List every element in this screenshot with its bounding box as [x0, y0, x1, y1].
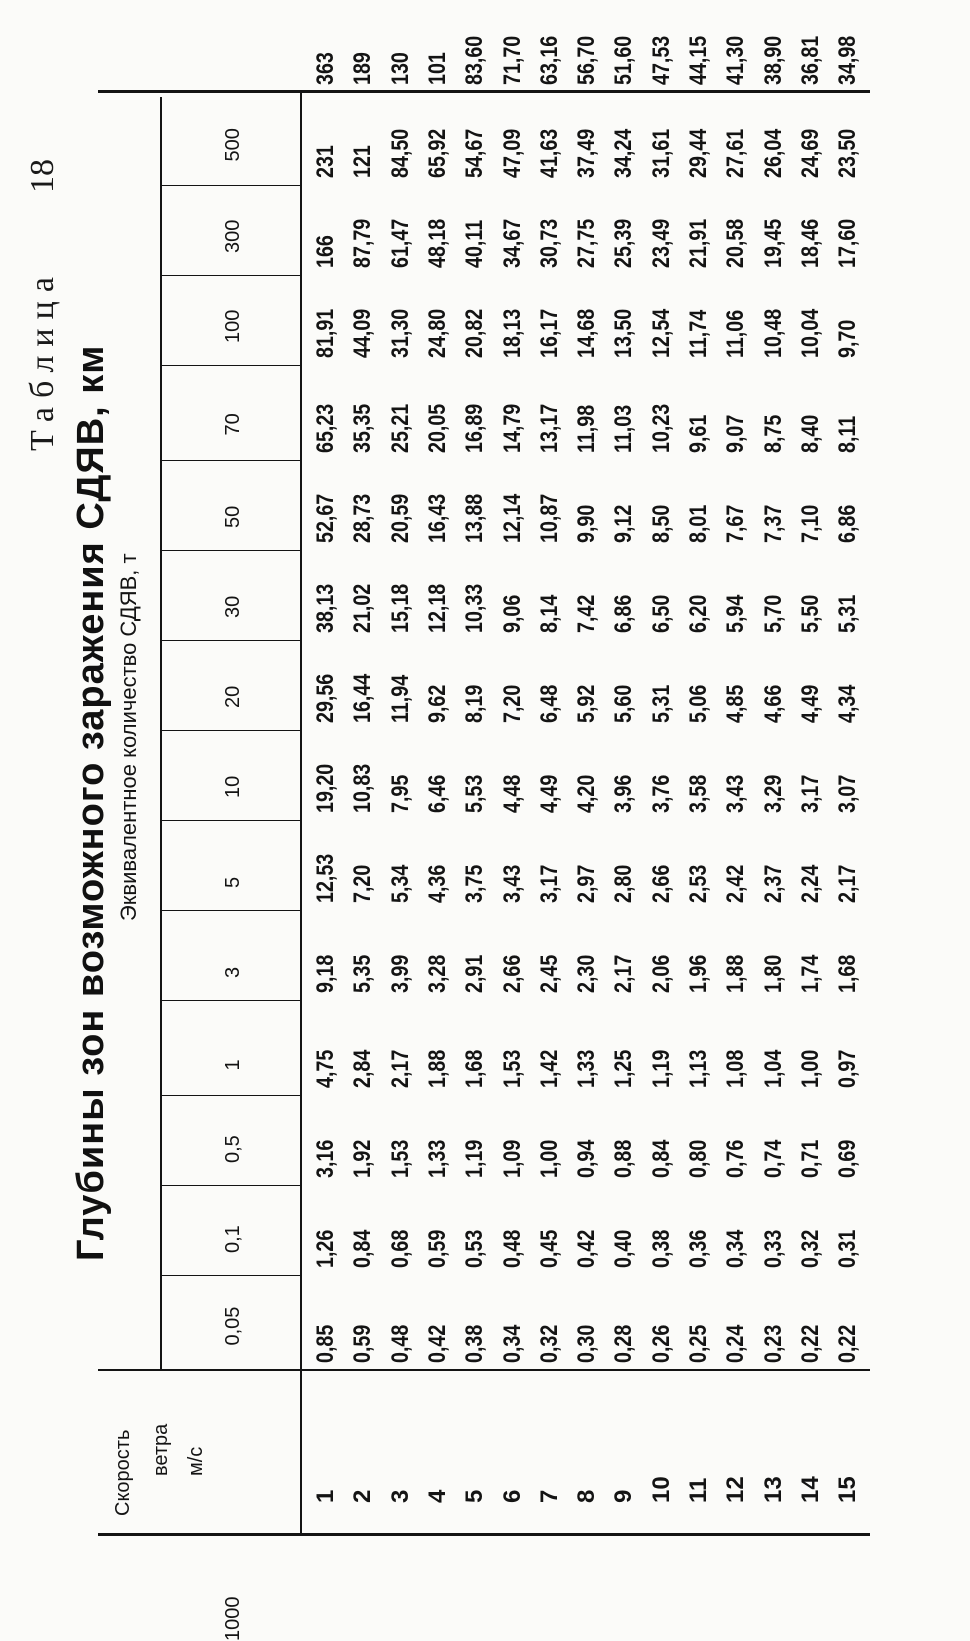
depth-cell: 0,48 [498, 1229, 526, 1268]
column-header: 0,1 [222, 1225, 244, 1253]
depth-cell: 9,18 [312, 954, 339, 993]
depth-cell: 19,45 [759, 218, 787, 268]
depth-cell: 5,50 [796, 594, 824, 633]
table-number: 18 [24, 159, 61, 193]
table-label: Таблица [24, 268, 61, 451]
depth-cell: 25,21 [386, 403, 414, 453]
depth-cell: 13,50 [610, 308, 638, 358]
depth-cell: 7,10 [796, 504, 824, 543]
wind-speed-cell: 1 [312, 1489, 339, 1503]
depth-cell: 3,17 [535, 864, 563, 903]
depth-cell: 3,58 [685, 774, 712, 813]
depth-cell: 47,53 [647, 35, 675, 85]
depth-cell: 29,44 [685, 128, 712, 178]
depth-cell: 35,35 [349, 403, 377, 453]
depth-cell: 2,66 [647, 864, 675, 903]
depth-cell: 0,23 [759, 1324, 787, 1363]
depth-cell: 10,48 [759, 308, 787, 358]
depth-cell: 9,07 [722, 414, 750, 453]
column-header: 500 [222, 128, 244, 162]
depth-cell: 0,24 [722, 1324, 750, 1363]
depth-cell: 5,94 [722, 594, 750, 633]
depth-cell: 20,58 [722, 218, 750, 268]
depth-cell: 7,67 [722, 504, 750, 543]
column-divider [160, 640, 300, 641]
depth-cell: 36,81 [796, 35, 824, 85]
depth-cell: 0,69 [834, 1139, 862, 1178]
depth-cell: 3,76 [647, 774, 675, 813]
depth-cell: 29,56 [312, 673, 339, 723]
depth-cell: 13,17 [535, 403, 563, 453]
depth-cell: 3,43 [722, 774, 750, 813]
depth-cell: 0,59 [423, 1229, 451, 1268]
column-header: 0,5 [222, 1135, 244, 1163]
depth-cell: 363 [312, 52, 339, 85]
column-header: 20 [222, 685, 244, 708]
depth-cell: 30,73 [535, 218, 563, 268]
depth-cell: 7,42 [573, 594, 601, 633]
depth-cell: 4,85 [722, 684, 750, 723]
depth-cell: 3,96 [610, 774, 638, 813]
depth-cell: 21,91 [685, 218, 712, 268]
depth-cell: 40,11 [461, 219, 489, 268]
depth-cell: 25,39 [610, 218, 638, 268]
depth-cell: 2,24 [796, 864, 824, 903]
depth-cell: 0,30 [573, 1324, 601, 1363]
depth-cell: 7,37 [759, 504, 787, 543]
depth-cell: 2,53 [685, 864, 712, 903]
depth-cell: 4,49 [535, 774, 563, 813]
depth-cell: 9,70 [834, 319, 862, 358]
depth-cell: 16,17 [535, 308, 563, 358]
depth-cell: 1,68 [834, 954, 862, 993]
depth-cell: 4,75 [312, 1049, 339, 1088]
depth-cell: 5,53 [461, 774, 489, 813]
depth-cell: 12,53 [312, 853, 339, 903]
wind-speed-cell: 15 [834, 1476, 862, 1503]
depth-cell: 5,06 [685, 684, 712, 723]
column-header: 300 [222, 219, 244, 253]
table-rule-right [98, 90, 870, 93]
depth-cell: 15,18 [386, 583, 414, 633]
depth-cell: 0,26 [647, 1324, 675, 1363]
depth-cell: 0,22 [834, 1324, 862, 1363]
depth-cell: 2,91 [461, 954, 489, 993]
depth-cell: 0,59 [349, 1324, 377, 1363]
depth-cell: 2,06 [647, 954, 675, 993]
depth-cell: 0,38 [647, 1229, 675, 1268]
depth-cell: 2,17 [834, 864, 862, 903]
depth-cell: 9,62 [423, 684, 451, 723]
depth-cell: 24,69 [796, 128, 824, 178]
depth-cell: 2,84 [349, 1049, 377, 1088]
depth-cell: 1,33 [573, 1049, 601, 1088]
depth-cell: 0,71 [796, 1139, 824, 1178]
depth-cell: 9,06 [498, 594, 526, 633]
depth-cell: 0,94 [573, 1139, 601, 1178]
depth-cell: 0,53 [461, 1229, 489, 1268]
depth-cell: 16,43 [423, 493, 451, 543]
depth-cell: 189 [349, 52, 377, 85]
column-header: 30 [222, 595, 244, 618]
depth-cell: 12,14 [498, 493, 526, 543]
depth-cell: 2,80 [610, 864, 638, 903]
column-divider [160, 365, 300, 366]
depth-cell: 0,84 [647, 1139, 675, 1178]
depth-cell: 3,75 [461, 864, 489, 903]
depth-cell: 34,24 [610, 128, 638, 178]
depth-cell: 6,20 [685, 594, 712, 633]
column-divider [160, 460, 300, 461]
depth-cell: 10,87 [535, 493, 563, 543]
depth-cell: 2,17 [610, 954, 638, 993]
depth-cell: 0,34 [722, 1229, 750, 1268]
depth-cell: 48,18 [423, 218, 451, 268]
depth-cell: 16,89 [461, 403, 489, 453]
depth-cell: 14,68 [573, 308, 601, 358]
depth-cell: 1,04 [759, 1049, 787, 1088]
depth-cell: 20,59 [386, 493, 414, 543]
depth-cell: 4,66 [759, 684, 787, 723]
depth-cell: 2,45 [535, 954, 563, 993]
depth-cell: 166 [312, 235, 339, 268]
depth-cell: 8,11 [834, 415, 862, 453]
column-header: 3 [222, 966, 244, 978]
depth-cell: 23,49 [647, 218, 675, 268]
depth-cell: 19,20 [312, 763, 339, 813]
depth-cell: 2,42 [722, 864, 750, 903]
depth-cell: 0,76 [722, 1139, 750, 1178]
wind-speed-cell: 13 [759, 1476, 787, 1503]
depth-cell: 0,34 [498, 1324, 526, 1363]
column-divider [160, 1095, 300, 1096]
depth-cell: 20,82 [461, 308, 489, 358]
depth-cell: 17,60 [834, 218, 862, 268]
depth-cell: 0,97 [834, 1049, 862, 1088]
depth-cell: 1,33 [423, 1139, 451, 1178]
depth-cell: 34,67 [498, 218, 526, 268]
depth-cell: 51,60 [610, 35, 638, 85]
depth-cell: 41,30 [722, 35, 750, 85]
depth-cell: 16,44 [349, 673, 377, 723]
depth-cell: 20,05 [423, 403, 451, 453]
depth-cell: 38,13 [312, 583, 339, 633]
depth-cell: 0,42 [573, 1229, 601, 1268]
depth-cell: 1,26 [312, 1229, 339, 1268]
depth-cell: 5,31 [647, 684, 675, 723]
column-header: 5 [222, 876, 244, 888]
wind-speed-cell: 3 [386, 1489, 414, 1503]
speed-header-line2: ветра [150, 1423, 172, 1476]
depth-cell: 1,92 [349, 1139, 377, 1178]
column-divider [160, 820, 300, 821]
depth-cell: 0,68 [386, 1229, 414, 1268]
depth-cell: 63,16 [535, 35, 563, 85]
column-divider [160, 1185, 300, 1186]
column-header: 70 [222, 413, 244, 436]
depth-cell: 65,23 [312, 403, 339, 453]
depth-cell: 1,13 [685, 1049, 712, 1088]
depth-cell: 7,20 [498, 684, 526, 723]
column-divider [160, 550, 300, 551]
depth-cell: 11,74 [685, 309, 712, 358]
depth-cell: 84,50 [386, 128, 414, 178]
table-rule-left [98, 1533, 870, 1536]
depth-cell: 10,83 [349, 763, 377, 813]
column-header: 50 [222, 505, 244, 528]
depth-cell: 0,45 [535, 1229, 563, 1268]
depth-cell: 0,80 [685, 1139, 712, 1178]
wind-speed-cell: 11 [685, 1477, 712, 1503]
depth-cell: 0,32 [535, 1324, 563, 1363]
depth-cell: 1,25 [610, 1049, 638, 1088]
depth-cell: 2,37 [759, 864, 787, 903]
depth-cell: 11,06 [722, 309, 750, 358]
wind-speed-cell: 10 [647, 1476, 675, 1503]
wind-speed-cell: 5 [461, 1489, 489, 1503]
depth-cell: 11,98 [573, 404, 601, 453]
depth-cell: 0,40 [610, 1229, 638, 1268]
depth-cell: 5,70 [759, 594, 787, 633]
depth-cell: 24,80 [423, 308, 451, 358]
depth-cell: 1,68 [461, 1049, 489, 1088]
depth-cell: 2,17 [386, 1049, 414, 1088]
depth-cell: 12,18 [423, 583, 451, 633]
depth-cell: 10,04 [796, 308, 824, 358]
group-header-underline [160, 97, 162, 1371]
depth-cell: 1,88 [722, 954, 750, 993]
depth-cell: 0,85 [312, 1324, 339, 1363]
depth-cell: 3,99 [386, 954, 414, 993]
column-header: 1000 [222, 1596, 244, 1641]
depth-cell: 31,30 [386, 308, 414, 358]
column-divider [160, 1275, 300, 1276]
depth-cell: 0,22 [796, 1324, 824, 1363]
wind-speed-cell: 8 [573, 1489, 601, 1503]
depth-cell: 4,20 [573, 774, 601, 813]
depth-cell: 5,92 [573, 684, 601, 723]
wind-speed-cell: 12 [722, 1476, 750, 1503]
depth-cell: 8,50 [647, 504, 675, 543]
depth-cell: 71,70 [498, 35, 526, 85]
column-divider [160, 275, 300, 276]
depth-cell: 0,28 [610, 1324, 638, 1363]
depth-cell: 4,48 [498, 774, 526, 813]
depth-cell: 2,66 [498, 954, 526, 993]
depth-cell: 6,48 [535, 684, 563, 723]
depth-cell: 31,61 [647, 128, 675, 178]
depth-cell: 27,61 [722, 128, 750, 178]
depth-cell: 8,19 [461, 684, 489, 723]
depth-cell: 52,67 [312, 493, 339, 543]
depth-cell: 44,09 [349, 308, 377, 358]
depth-cell: 1,80 [759, 954, 787, 993]
depth-cell: 11,94 [386, 674, 414, 723]
depth-cell: 0,74 [759, 1139, 787, 1178]
wind-speed-cell: 2 [349, 1489, 377, 1503]
column-header: 0,05 [222, 1306, 244, 1346]
depth-cell: 3,17 [796, 774, 824, 813]
depth-cell: 38,90 [759, 35, 787, 85]
depth-cell: 121 [349, 145, 377, 178]
depth-cell: 3,28 [423, 954, 451, 993]
depth-cell: 8,01 [685, 504, 712, 543]
depth-cell: 12,54 [647, 308, 675, 358]
depth-cell: 0,36 [685, 1229, 712, 1268]
depth-cell: 6,86 [610, 594, 638, 633]
depth-cell: 3,29 [759, 774, 787, 813]
depth-cell: 2,30 [573, 954, 601, 993]
column-header: 10 [222, 775, 244, 798]
depth-cell: 4,36 [423, 864, 451, 903]
depth-cell: 0,42 [423, 1324, 451, 1363]
depth-cell: 6,46 [423, 774, 451, 813]
wind-speed-cell: 7 [535, 1489, 563, 1503]
depth-cell: 44,15 [685, 35, 712, 85]
depth-cell: 10,33 [461, 583, 489, 633]
speed-header-line3: м/с [185, 1446, 207, 1476]
depth-cell: 54,67 [461, 128, 489, 178]
depth-cell: 1,53 [498, 1049, 526, 1088]
wind-speed-cell: 9 [610, 1489, 638, 1503]
depth-cell: 37,49 [573, 128, 601, 178]
depth-cell: 9,61 [685, 414, 712, 453]
depth-cell: 8,40 [796, 414, 824, 453]
depth-cell: 0,88 [610, 1139, 638, 1178]
depth-cell: 0,38 [461, 1324, 489, 1363]
wind-speed-cell: 14 [796, 1476, 824, 1503]
header-body-divider [300, 93, 302, 1536]
depth-cell: 3,16 [312, 1139, 339, 1178]
column-header: 1 [222, 1059, 244, 1071]
depth-cell: 0,84 [349, 1229, 377, 1268]
depth-cell: 3,43 [498, 864, 526, 903]
depth-cell: 3,07 [834, 774, 862, 813]
depth-cell: 56,70 [573, 35, 601, 85]
depth-cell: 1,96 [685, 954, 712, 993]
depth-cell: 61,47 [386, 218, 414, 268]
depth-cell: 1,08 [722, 1049, 750, 1088]
depth-cell: 130 [386, 52, 414, 85]
depth-cell: 1,09 [498, 1139, 526, 1178]
column-divider [160, 185, 300, 186]
depth-cell: 65,92 [423, 128, 451, 178]
depth-cell: 5,31 [834, 594, 862, 633]
depth-cell: 1,53 [386, 1139, 414, 1178]
column-header: 100 [222, 309, 244, 343]
depth-cell: 83,60 [461, 35, 489, 85]
depth-cell: 8,14 [535, 594, 563, 633]
depth-cell: 34,98 [834, 35, 862, 85]
depth-cell: 4,49 [796, 684, 824, 723]
depth-cell: 47,09 [498, 128, 526, 178]
depth-cell: 14,79 [498, 403, 526, 453]
wind-speed-cell: 6 [498, 1489, 526, 1503]
table-title: Глубины зон возможного заражения СДЯВ, км [70, 344, 112, 1261]
speed-header-line1: Скорость [112, 1429, 134, 1516]
depth-cell: 28,73 [349, 493, 377, 543]
depth-cell: 1,19 [647, 1049, 675, 1088]
depth-cell: 18,13 [498, 308, 526, 358]
depth-cell: 23,50 [834, 128, 862, 178]
depth-cell: 6,86 [834, 504, 862, 543]
depth-cell: 1,74 [796, 954, 824, 993]
depth-cell: 11,03 [610, 404, 638, 453]
depth-cell: 0,25 [685, 1324, 712, 1363]
depth-cell: 4,34 [834, 684, 862, 723]
column-divider [160, 730, 300, 731]
depth-cell: 5,34 [386, 864, 414, 903]
depth-cell: 1,00 [535, 1139, 563, 1178]
depth-cell: 8,75 [759, 414, 787, 453]
depth-cell: 101 [423, 52, 451, 85]
column-divider [160, 910, 300, 911]
depth-cell: 87,79 [349, 218, 377, 268]
depth-cell: 9,90 [573, 504, 601, 543]
wind-speed-cell: 4 [423, 1489, 451, 1503]
depth-cell: 5,60 [610, 684, 638, 723]
depth-cell: 9,12 [610, 504, 638, 543]
depth-cell: 231 [312, 145, 339, 178]
depth-cell: 2,97 [573, 864, 601, 903]
depth-cell: 1,42 [535, 1049, 563, 1088]
speed-column-divider [98, 1369, 870, 1371]
depth-cell: 26,04 [759, 128, 787, 178]
depth-cell: 27,75 [573, 218, 601, 268]
depth-cell: 81,91 [312, 308, 339, 358]
depth-cell: 7,20 [349, 864, 377, 903]
depth-cell: 0,33 [759, 1229, 787, 1268]
depth-cell: 1,19 [461, 1139, 489, 1178]
depth-cell: 0,48 [386, 1324, 414, 1363]
column-divider [160, 1000, 300, 1001]
depth-cell: 0,32 [796, 1229, 824, 1268]
depth-cell: 6,50 [647, 594, 675, 633]
depth-cell: 5,35 [349, 954, 377, 993]
depth-cell: 7,95 [386, 774, 414, 813]
depth-cell: 10,23 [647, 403, 675, 453]
depth-cell: 0,31 [834, 1229, 862, 1268]
depth-cell: 41,63 [535, 128, 563, 178]
depth-cell: 1,00 [796, 1049, 824, 1088]
depth-cell: 13,88 [461, 493, 489, 543]
quantity-group-header: Эквивалентное количество СДЯВ, т [116, 553, 141, 921]
depth-cell: 1,88 [423, 1049, 451, 1088]
depth-cell: 18,46 [796, 218, 824, 268]
depth-cell: 21,02 [349, 583, 377, 633]
